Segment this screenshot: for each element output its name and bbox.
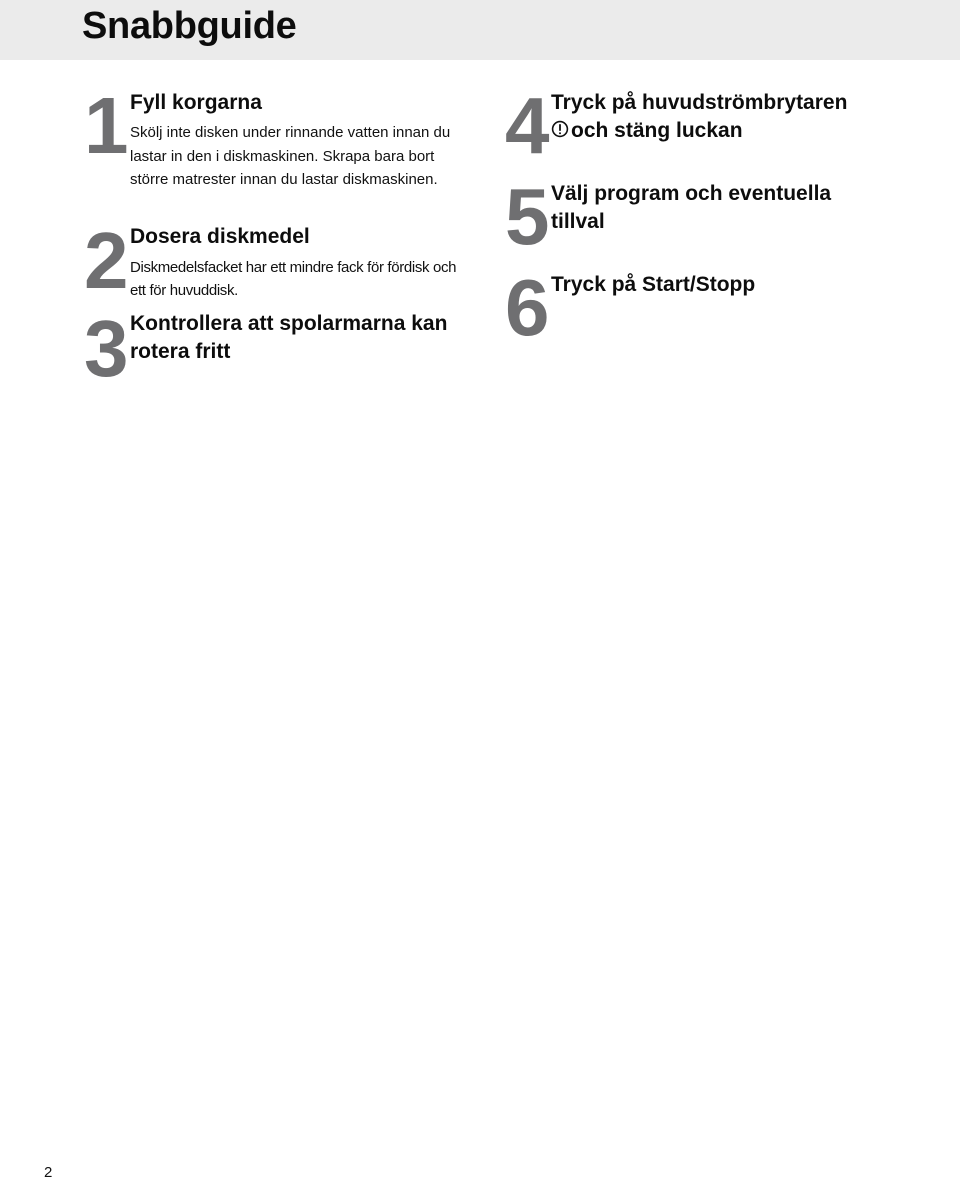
step-2-body: Diskmedelsfacket har ett mindre fack för fördisk och ett för huvuddisk. <box>130 259 457 299</box>
step-1-body: Skölj inte disken under rinnande vatten innan du lastar in den i diskmaskinen. Skrapa bara bort större matrester innan du lastar diskmaskinen. <box>130 124 451 188</box>
step-4-number: 4 <box>505 81 546 170</box>
step-6-number: 6 <box>505 263 546 352</box>
step-3-title: Kontrollera att spolarmarna kan rotera fritt <box>130 312 448 363</box>
step-1-title: Fyll korgarna <box>130 91 262 114</box>
page-number: 2 <box>44 1164 53 1181</box>
step-1-number: 1 <box>84 81 125 170</box>
step-5-number: 5 <box>505 172 546 261</box>
step-3-number: 3 <box>84 304 125 393</box>
step-2-title: Dosera diskmedel <box>130 225 310 248</box>
step-4-title <box>551 89 911 146</box>
page-title: Snabbguide <box>82 5 297 47</box>
power-switch-icon <box>551 118 569 146</box>
step-4-title-line2: och stäng luckan <box>571 119 743 142</box>
step-5-title: Välj program och eventuella tillval <box>551 182 832 233</box>
step-4-title-line1: Tryck på huvudströmbrytaren <box>551 91 848 114</box>
step-2-number: 2 <box>84 216 125 305</box>
step-6-title: Tryck på Start/Stopp <box>551 273 756 296</box>
